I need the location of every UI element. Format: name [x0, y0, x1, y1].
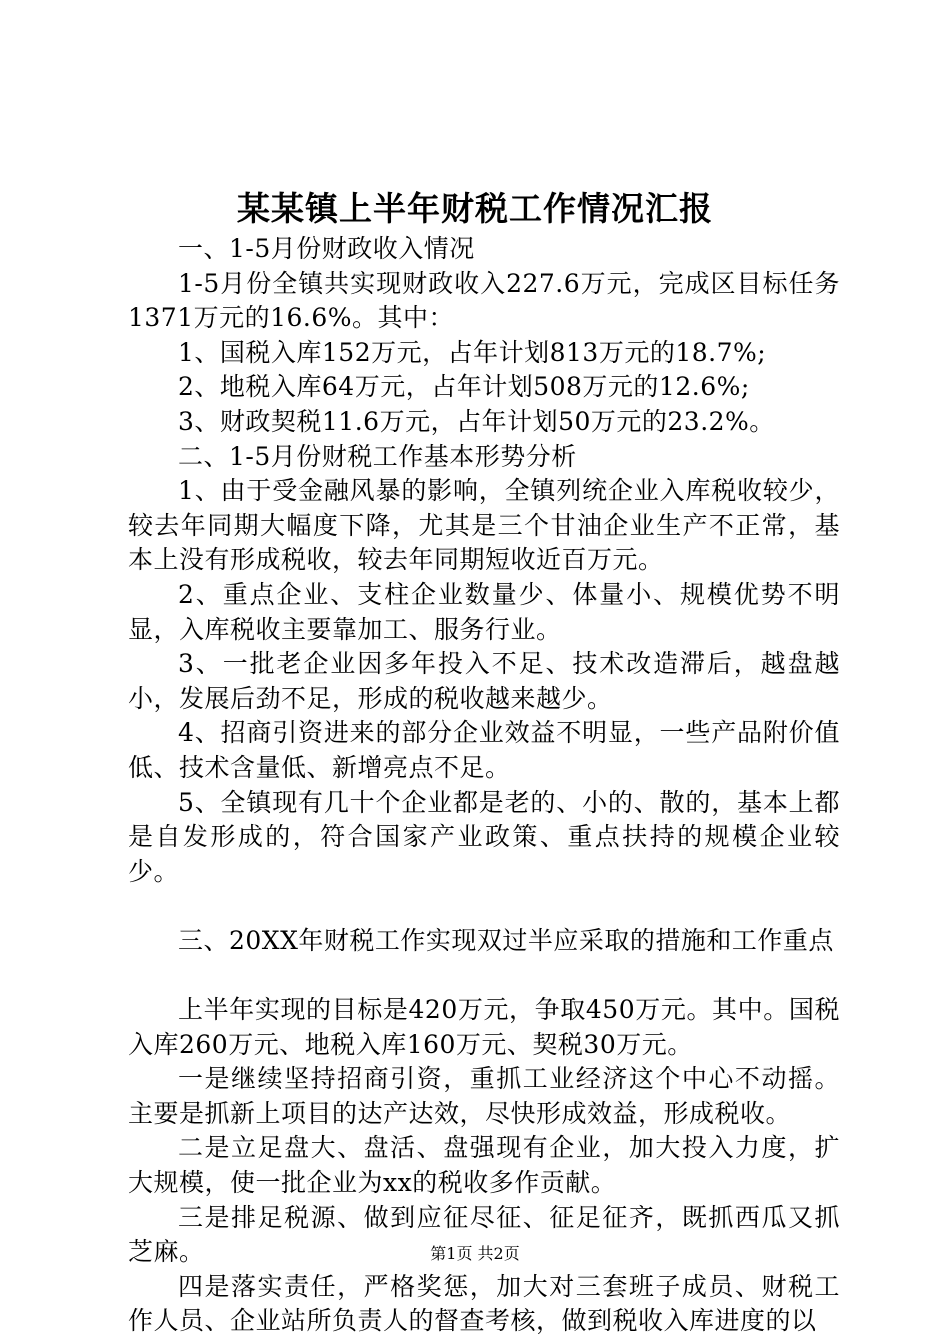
- paragraph: 1-5月份全镇共实现财政收入227.6万元，完成区目标任务1371万元的16.6%。其中：: [128, 268, 840, 333]
- blank-line: [128, 889, 840, 924]
- section-heading-2: 二、1-5月份财税工作基本形势分析: [178, 441, 577, 471]
- paragraph: 上半年实现的目标是420万元，争取450万元。其中。国税入库260万元、地税入库160万元、契税30万元。: [128, 995, 840, 1059]
- paragraph: 3、一批老企业因多年投入不足、技术改造滞后，越盘越小，发展后劲不足，形成的税收越来越少。: [128, 649, 840, 713]
- section-heading-3: 三、20XX年财税工作实现双过半应采取的措施和工作重点: [178, 925, 834, 955]
- paragraph: 二是立足盘大、盘活、盘强现有企业，加大投入力度，扩大规模，使一批企业为xx的税收多作贡献。: [128, 1133, 840, 1198]
- paragraph: 1、国税入库152万元，占年计划813万元的18.7%;: [178, 337, 767, 367]
- paragraph: 2、地税入库64万元，占年计划508万元的12.6%;: [178, 372, 750, 402]
- paragraph: 1、由于受金融风暴的影响，全镇列统企业入库税收较少，较去年同期大幅度下降，尤其是三个甘油企业生产不正常，基本上没有形成税收，较去年同期短收近百万元。: [128, 476, 840, 575]
- paragraph: 4、招商引资进来的部分企业效益不明显，一些产品附价值低、技术含量低、新增亮点不足。: [128, 718, 840, 782]
- paragraph: 三是排足税源、做到应征尽征、征足征齐，既抓西瓜又抓芝麻。: [128, 1202, 840, 1267]
- page-number-footer: 第1页 共2页: [430, 1244, 520, 1263]
- blank-line: [128, 958, 840, 993]
- document-title: 某某镇上半年财税工作情况汇报: [237, 189, 713, 228]
- paragraph: 2、重点企业、支柱企业数量少、体量小、规模优势不明显，入库税收主要靠加工、服务行业。: [128, 579, 840, 644]
- paragraph: 一是继续坚持招商引资，重抓工业经济这个中心不动摇。主要是抓新上项目的达产达效，尽快形成效益，形成税收。: [128, 1064, 840, 1128]
- paragraph: 四是落实责任，严格奖惩，加大对三套班子成员、财税工作人员、企业站所负责人的督查考核，做到税收入库进度的以: [128, 1271, 840, 1336]
- paragraph: 5、全镇现有几十个企业都是老的、小的、散的，基本上都是自发形成的，符合国家产业政策、重点扶持的规模企业较少。: [128, 787, 840, 886]
- document-body: [128, 232, 840, 1339]
- paragraph: 3、财政契税11.6万元，占年计划50万元的23.2%。: [178, 406, 775, 436]
- section-heading-1: 一、1-5月份财政收入情况: [178, 234, 475, 263]
